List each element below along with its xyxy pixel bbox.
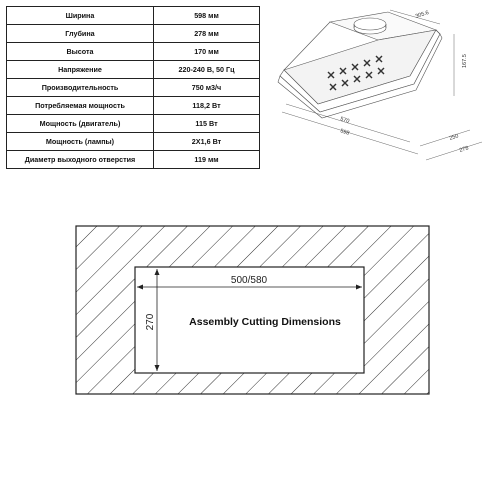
spec-row <box>7 61 260 79</box>
spec-label: Мощность (двигатель) <box>7 115 154 133</box>
dim-top-label: 305.6 <box>414 9 430 20</box>
dim-outer-depth-label: 278 <box>458 145 470 154</box>
spec-value: 118,2 Вт <box>154 97 260 115</box>
dim-height-label: 167.5 <box>462 54 468 68</box>
spec-table <box>6 6 260 169</box>
spec-row <box>7 7 260 25</box>
spec-value: 220-240 В, 50 Гц <box>154 61 260 79</box>
spec-value: 119 мм <box>154 151 260 169</box>
cutting-diagram <box>75 225 430 395</box>
spec-row <box>7 115 260 133</box>
spec-value: 278 мм <box>154 25 260 43</box>
spec-value: 598 мм <box>154 7 260 25</box>
spec-row <box>7 79 260 97</box>
spec-label: Высота <box>7 43 154 61</box>
dim-outer-width-label: 598 <box>339 128 350 137</box>
hood-technical-drawing <box>270 4 496 180</box>
spec-row <box>7 97 260 115</box>
dim-inner-depth-label: 250 <box>448 133 460 142</box>
cutting-height-label: 270 <box>145 313 156 331</box>
spec-value: 115 Вт <box>154 115 260 133</box>
spec-label: Мощность (лампы) <box>7 133 154 151</box>
spec-label: Диаметр выходного отверстия <box>7 151 154 169</box>
spec-label: Ширина <box>7 7 154 25</box>
cutting-caption: Assembly Cutting Dimensions <box>189 316 341 328</box>
spec-value: 170 мм <box>154 43 260 61</box>
spec-row <box>7 151 260 169</box>
spec-row <box>7 43 260 61</box>
spec-label: Потребляемая мощность <box>7 97 154 115</box>
spec-row <box>7 25 260 43</box>
spec-row <box>7 133 260 151</box>
spec-value: 750 м3/ч <box>154 79 260 97</box>
cutting-width-label: 500/580 <box>230 275 268 286</box>
spec-value: 2Х1,6 Вт <box>154 133 260 151</box>
spec-label: Производительность <box>7 79 154 97</box>
spec-label: Напряжение <box>7 61 154 79</box>
dim-inner-width-label: 570 <box>339 116 350 125</box>
spec-label: Глубина <box>7 25 154 43</box>
